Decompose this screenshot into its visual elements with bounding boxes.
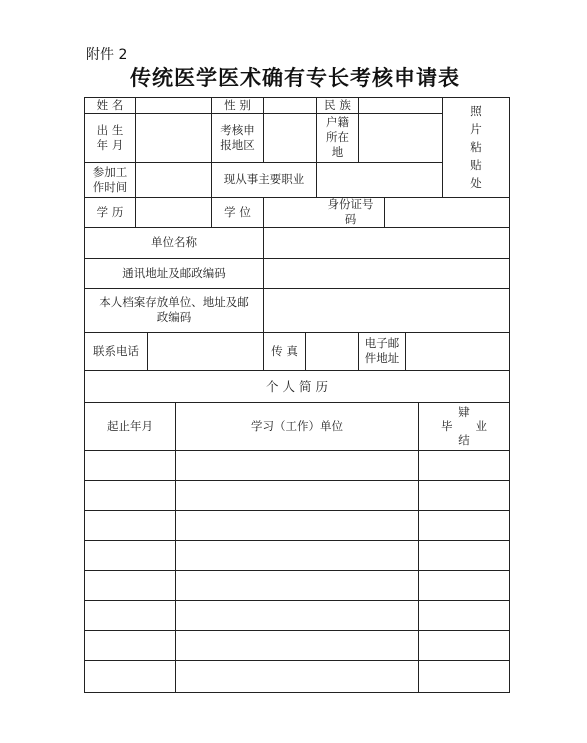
label-ethnicity: 民 族 [324, 97, 351, 112]
label-address: 通讯地址及邮政编码 [122, 265, 226, 280]
label-id-number: 身份证号 码 [327, 197, 374, 226]
attachment-label: 附件 2 [86, 47, 128, 63]
label-education: 学 历 [96, 204, 124, 219]
label-household: 户籍 所在 地 [326, 115, 349, 159]
label-birth: 出 生 年 月 [96, 122, 124, 152]
label-gender: 性 别 [224, 97, 251, 112]
label-fax: 传 真 [271, 343, 298, 358]
resume-title: 个 人 简 历 [266, 378, 328, 394]
label-occupation: 现从事主要职业 [223, 172, 305, 186]
label-work-start: 参加工 作时间 [92, 164, 128, 194]
label-phone: 联系电话 [93, 343, 139, 358]
label-exam-area: 考核申 报地区 [220, 122, 255, 152]
page-title: 传统医学医术确有专长考核申请表 [130, 65, 460, 90]
label-name: 姓 名 [96, 97, 124, 112]
label-archive: 本人档案存放单位、地址及邮 政编码 [99, 295, 249, 324]
col-unit: 学习（工作）单位 [251, 418, 343, 433]
label-degree: 学 位 [224, 204, 251, 219]
col-period: 起止年月 [107, 418, 153, 433]
photo-placeholder: 照 片 粘 贴 处 [470, 104, 482, 190]
label-employer: 单位名称 [151, 235, 197, 249]
label-email: 电子邮 件地址 [364, 336, 400, 365]
col-status: 肄 毕 业 结 [441, 405, 487, 447]
